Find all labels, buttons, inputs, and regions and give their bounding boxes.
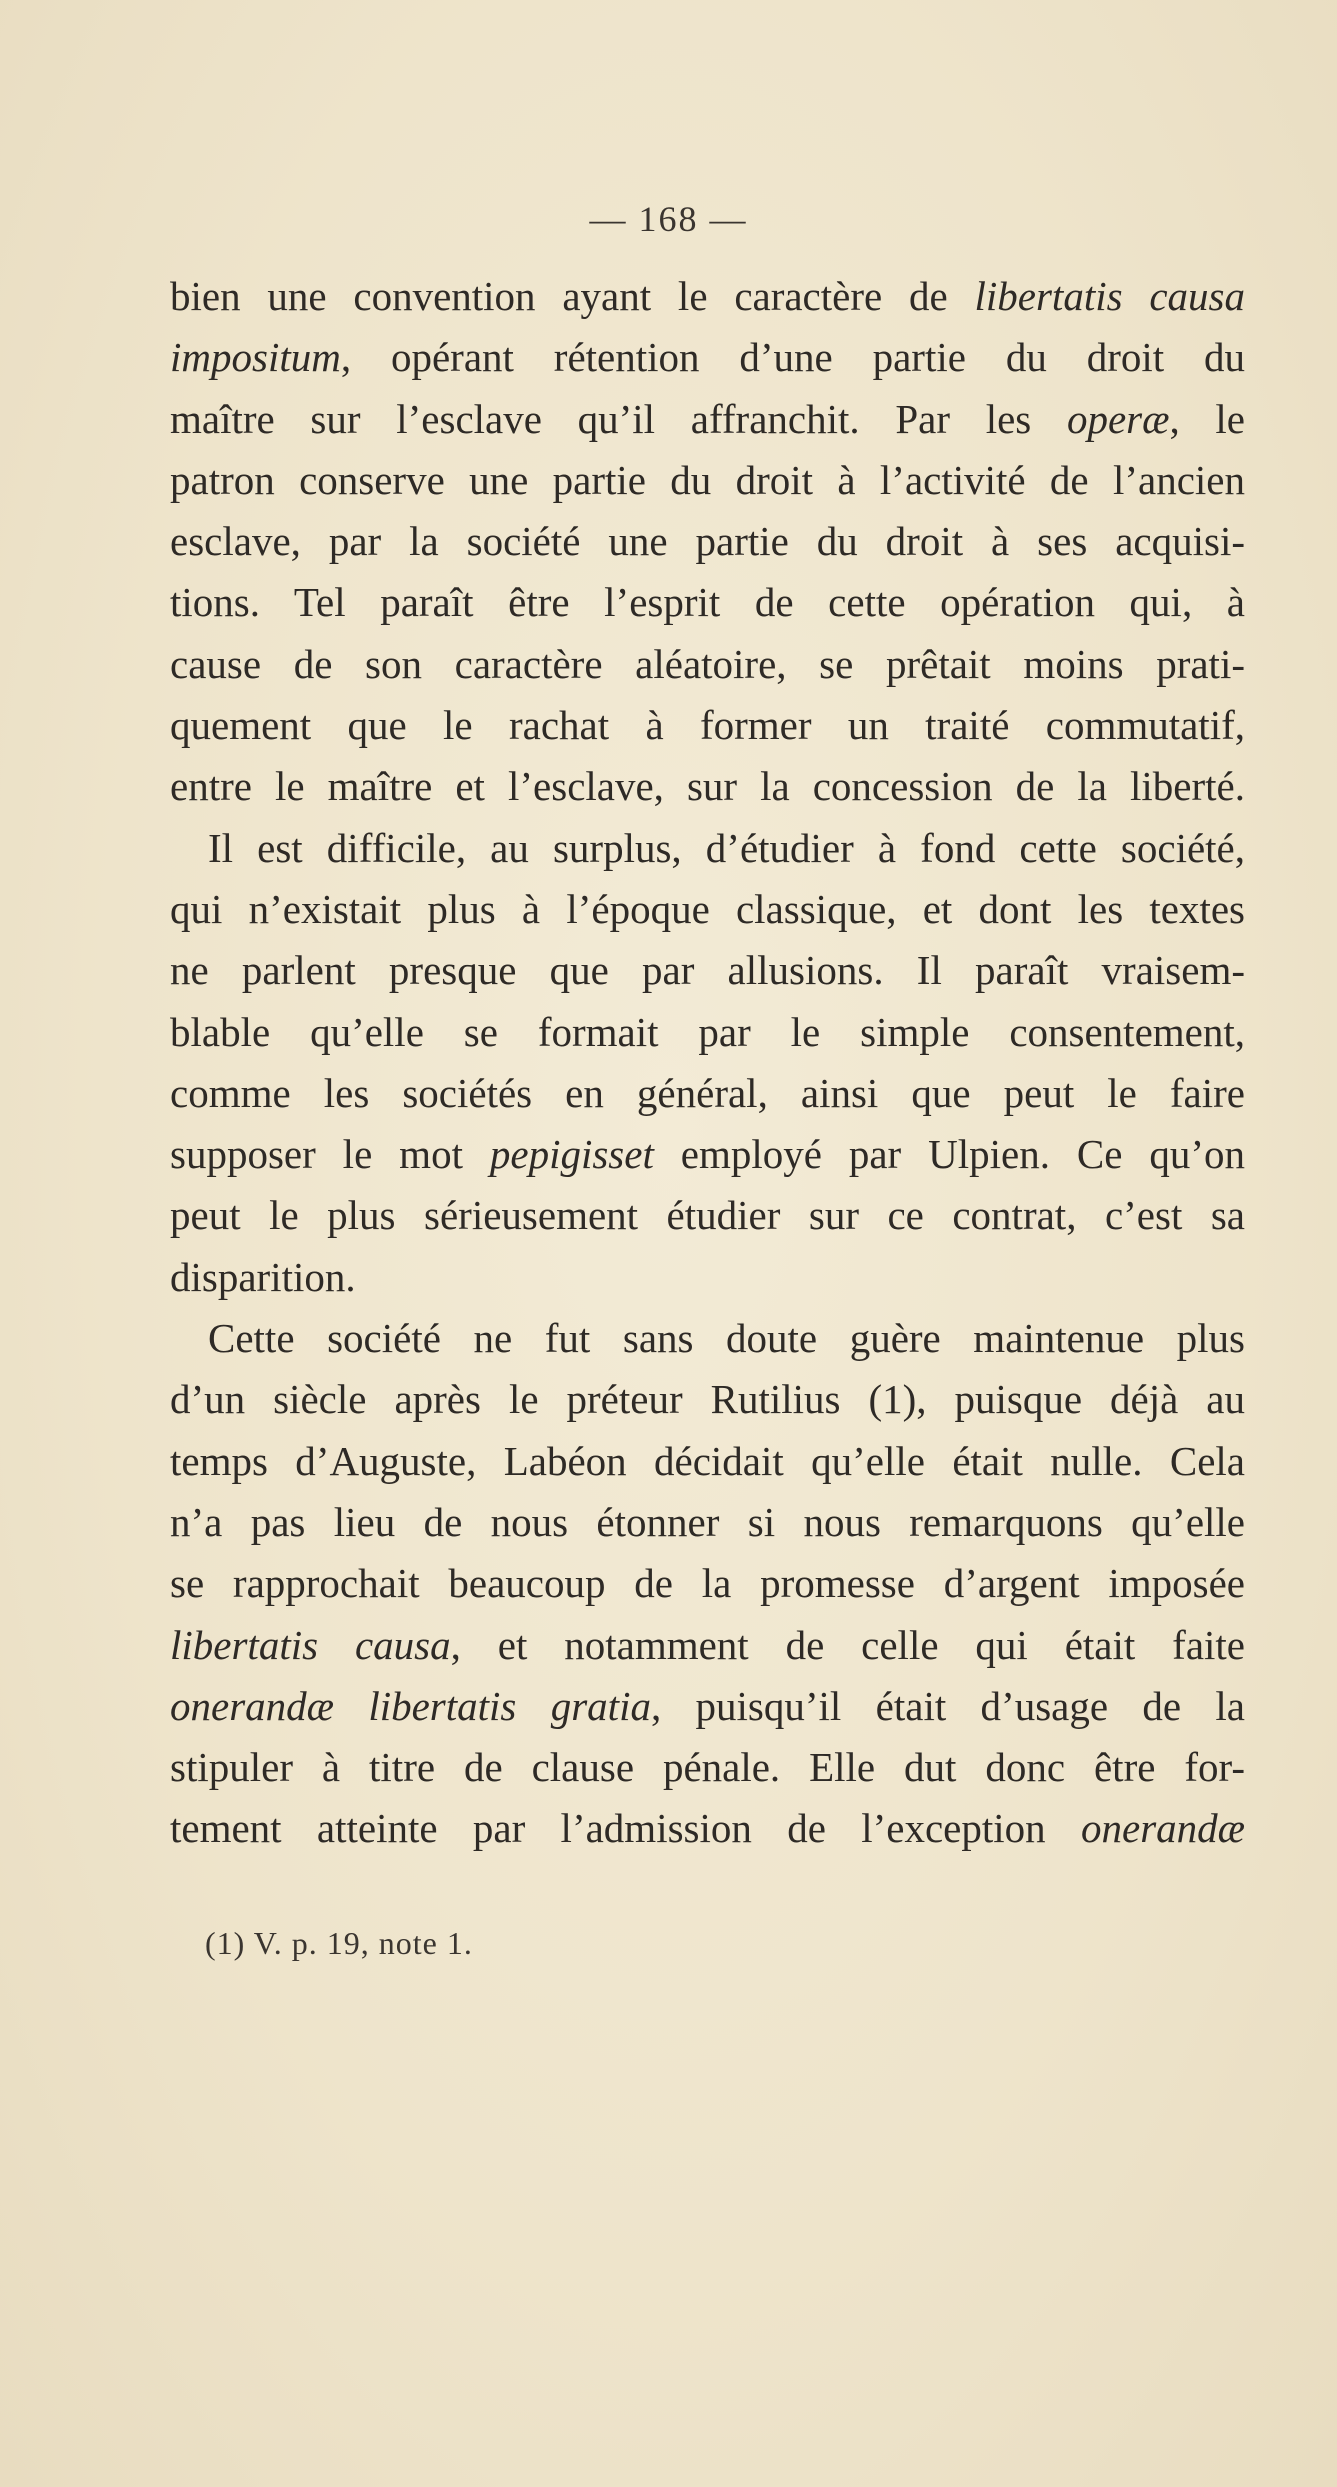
text-span: tement atteinte par l’admission de l’exception: [170, 1805, 1081, 1852]
text-line: peut le plus sérieusement étudier sur ce contrat, c’est sa: [170, 1192, 1245, 1239]
text-line: [170, 1124, 1245, 1185]
text-line: cause de son caractère aléatoire, se prêtait moins prati-: [170, 640, 1245, 687]
text-span: bien une convention ayant le caractère de: [170, 273, 975, 319]
italic-span: impositum: [170, 334, 341, 381]
italic-span: onerandæ libertatis gratia: [170, 1682, 651, 1729]
text-line: [170, 389, 1245, 450]
text-line: entre le maître et l’esclave, sur la concession de la liberté.: [170, 763, 1245, 810]
italic-span: libertatis causa: [170, 1621, 451, 1668]
text-line: se rapprochait beaucoup de la promesse d’argent imposée: [170, 1560, 1245, 1607]
page-number: — 168 —: [589, 199, 748, 239]
text-line: comme les sociétés en général, ainsi que peut le faire: [170, 1069, 1245, 1116]
text-span: , et notamment de celle qui était faite: [450, 1621, 1245, 1668]
text-line: qui n’existait plus à l’époque classique, et dont les textes: [170, 885, 1245, 932]
text-span: , le: [1169, 395, 1245, 442]
italic-span: operæ: [1066, 395, 1170, 442]
text-line: ne parlent presque que par allusions. Il paraît vraisem-: [170, 947, 1245, 994]
text-line: Il est difficile, au surplus, d’étudier à fond cette société,: [208, 824, 1245, 871]
text-span: , puisqu’il était d’usage de la: [650, 1682, 1245, 1729]
italic-span: pepigisset: [489, 1131, 654, 1178]
body-text: [170, 266, 1245, 1860]
text-line: [170, 1798, 1245, 1859]
text-span: employé par Ulpien. Ce qu’on: [653, 1131, 1245, 1178]
text-line: [170, 266, 1245, 327]
text-line: patron conserve une partie du droit à l’activité de l’ancien: [170, 456, 1245, 503]
text-line: tions. Tel paraît être l’esprit de cette opération qui, à: [170, 579, 1245, 626]
text-line: n’a pas lieu de nous étonner si nous remarquons qu’elle: [170, 1498, 1245, 1545]
text-line: [170, 327, 1245, 388]
text-line: disparition.: [170, 1253, 356, 1300]
text-span: supposer le mot: [170, 1131, 490, 1178]
italic-span: onerandæ: [1081, 1805, 1245, 1852]
text-line: blable qu’elle se formait par le simple consentement,: [170, 1008, 1245, 1055]
italic-span: libertatis causa: [974, 273, 1246, 319]
text-line: stipuler à titre de clause pénale. Elle dut donc être for-: [170, 1744, 1245, 1791]
text-line: d’un siècle après le préteur Rutilius (1), puisque déjà au: [170, 1376, 1245, 1423]
text-line: [170, 1615, 1245, 1676]
text-line: temps d’Auguste, Labéon décidait qu’elle était nulle. Cela: [170, 1437, 1245, 1484]
text-span: , opérant rétention d’une partie du droit du: [340, 334, 1245, 381]
text-line: [170, 1676, 1245, 1737]
text-line: esclave, par la société une partie du droit à ses acquisi-: [170, 518, 1245, 565]
text-line: Cette société ne fut sans doute guère maintenue plus: [208, 1315, 1245, 1362]
text-line: quement que le rachat à former un traité commutatif,: [170, 702, 1245, 749]
text-span: maître sur l’esclave qu’il affranchit. Par les: [170, 395, 1067, 442]
footnote: (1) V. p. 19, note 1.: [205, 1925, 473, 1961]
